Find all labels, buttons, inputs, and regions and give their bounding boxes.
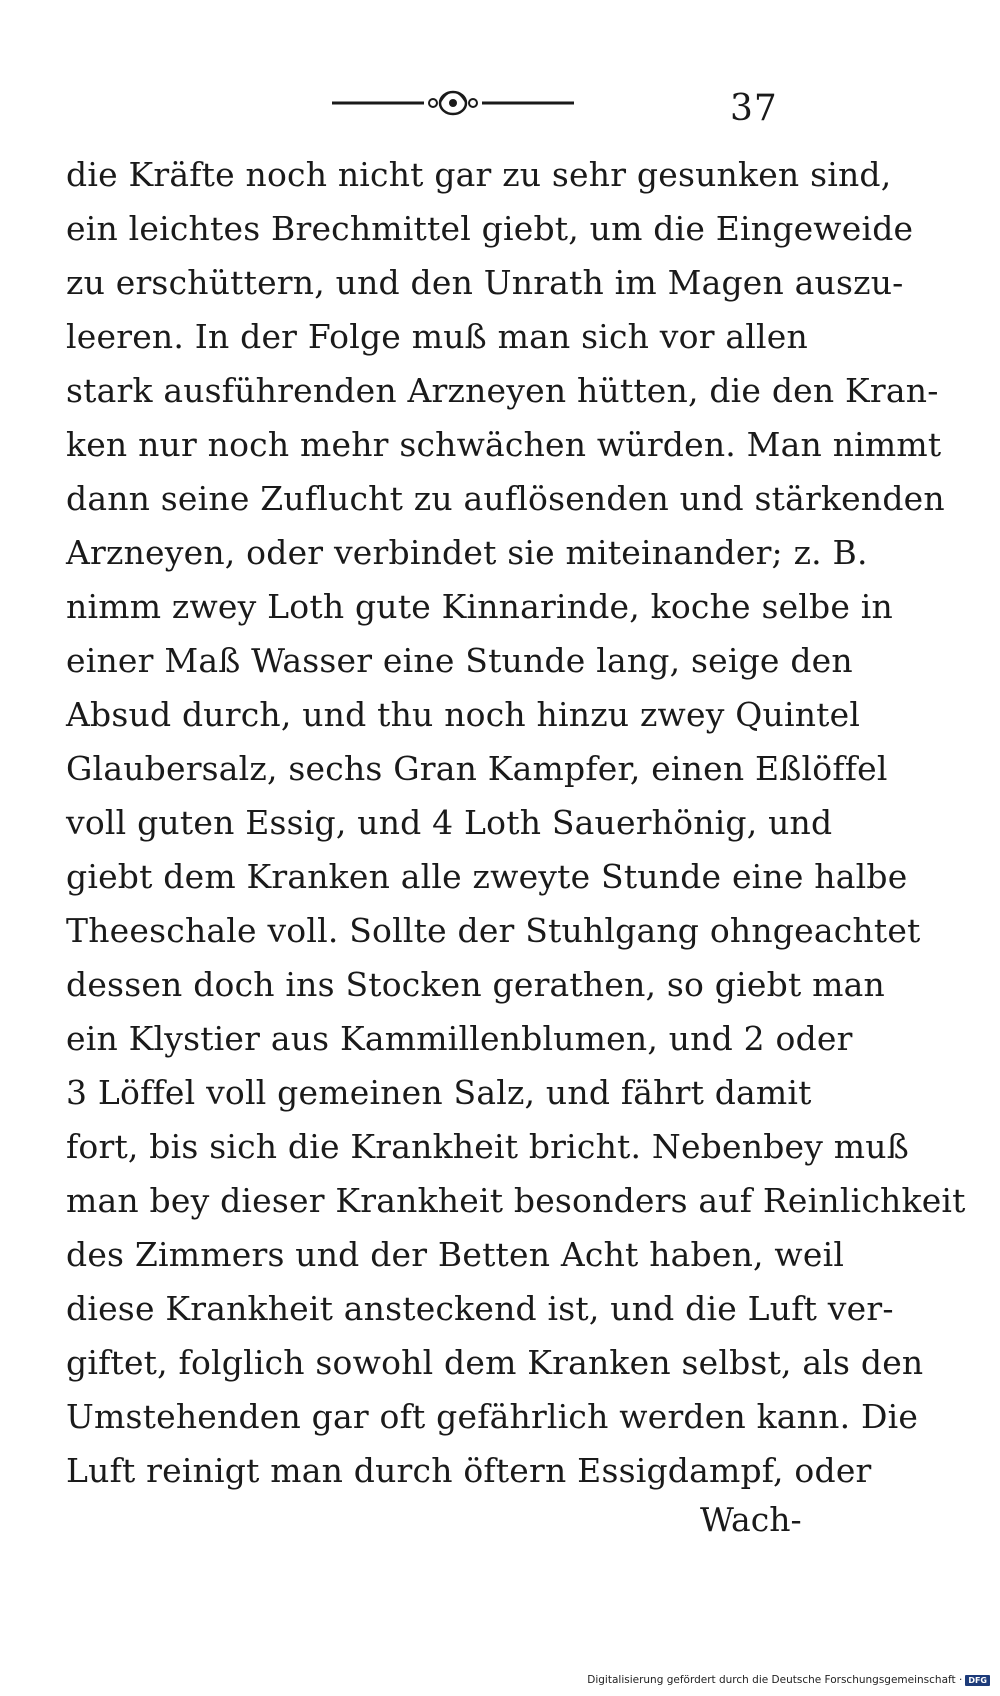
text-line: Luft reinigt man durch öftern Essigdampf, oder — [66, 1451, 872, 1490]
text-line: Absud durch, und thu noch hinzu zwey Quintel — [66, 695, 861, 734]
text-line: Theeschale voll. Sollte der Stuhlgang ohngeachtet — [66, 911, 921, 950]
dfg-logo: DFG — [965, 1675, 990, 1686]
catchword: Wach- — [700, 1500, 802, 1539]
text-line: dessen doch ins Stocken gerathen, so giebt man — [66, 965, 885, 1004]
text-line: giebt dem Kranken alle zweyte Stunde eine halbe — [66, 857, 908, 896]
ornament-divider — [332, 86, 574, 120]
text-line: dann seine Zuflucht zu auflösenden und stärkenden — [66, 479, 945, 518]
digitization-credit — [587, 1674, 990, 1686]
text-line: giftet, folglich sowohl dem Kranken selbst, als den — [66, 1343, 924, 1382]
credit-text: Digitalisierung gefördert durch die Deutsche Forschungsgemeinschaft · — [587, 1674, 963, 1686]
text-line: stark ausführenden Arzneyen hütten, die den Kran- — [66, 371, 939, 410]
text-line: man bey dieser Krankheit besonders auf Reinlichkeit — [66, 1181, 966, 1220]
text-line: zu erschüttern, und den Unrath im Magen auszu- — [66, 263, 904, 302]
text-line: leeren. In der Folge muß man sich vor allen — [66, 317, 808, 356]
text-line: ein Klystier aus Kammillenblumen, und 2 oder — [66, 1019, 853, 1058]
text-line: 3 Löffel voll gemeinen Salz, und fährt damit — [66, 1073, 812, 1112]
text-line: Arzneyen, oder verbindet sie miteinander; z. B. — [66, 533, 868, 572]
text-line: fort, bis sich die Krankheit bricht. Nebenbey muß — [66, 1127, 909, 1166]
text-line: des Zimmers und der Betten Acht haben, weil — [66, 1235, 845, 1274]
text-line: voll guten Essig, und 4 Loth Sauerhönig, und — [66, 803, 833, 842]
text-line: einer Maß Wasser eine Stunde lang, seige den — [66, 641, 853, 680]
text-line: nimm zwey Loth gute Kinnarinde, koche selbe in — [66, 587, 894, 626]
text-line: Glaubersalz, sechs Gran Kampfer, einen Eßlöffel — [66, 749, 888, 788]
page-number: 37 — [730, 88, 778, 129]
text-line: diese Krankheit ansteckend ist, und die Luft ver- — [66, 1289, 894, 1328]
text-line: ken nur noch mehr schwächen würden. Man nimmt — [66, 425, 942, 464]
body-text — [66, 148, 966, 1498]
text-line: ein leichtes Brechmittel giebt, um die Eingeweide — [66, 209, 914, 248]
text-line: die Kräfte noch nicht gar zu sehr gesunken sind, — [66, 155, 892, 194]
text-line: Umstehenden gar oft gefährlich werden kann. Die — [66, 1397, 919, 1436]
